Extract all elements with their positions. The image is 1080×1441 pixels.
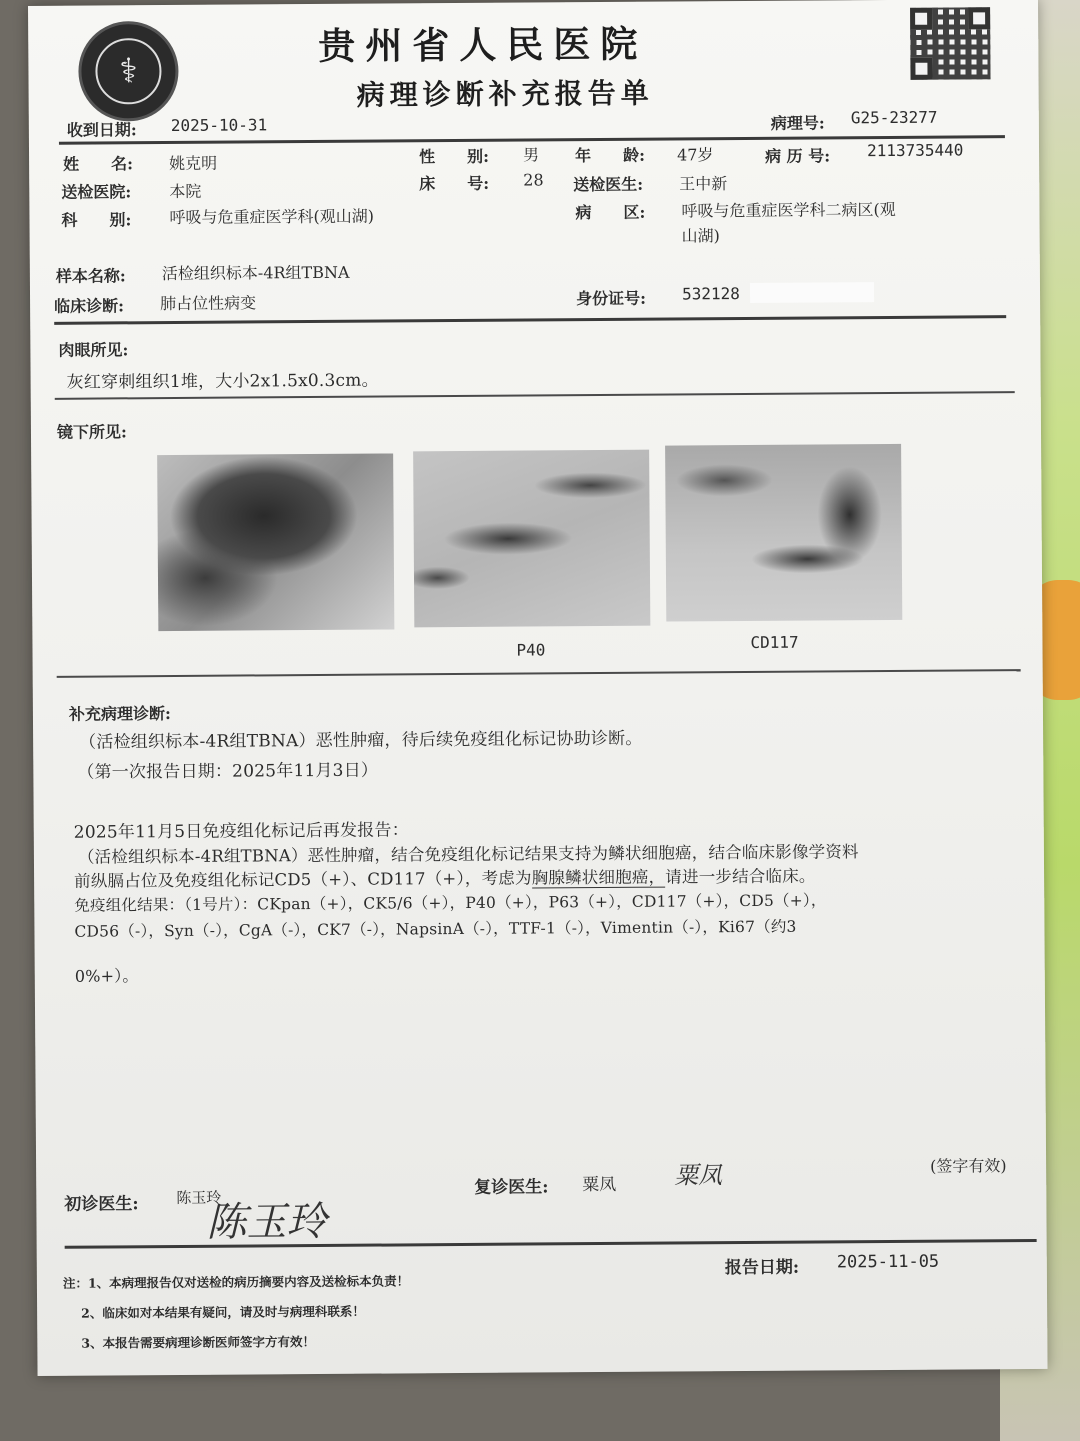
qr-code-icon [910,7,991,80]
review-doctor-signature: 粟凤 [674,1161,723,1190]
patient-name-label: 姓 名: [63,154,134,174]
gross-label: 肉眼所见: [58,340,129,360]
caption-p40: P40 [516,640,546,660]
micro-image-p40 [413,450,650,628]
id-redaction [750,282,874,303]
sex-label: 性 别: [418,146,490,167]
diagnosis-line-5c: 请进一步结合临床。 [665,866,816,887]
micro-image-he [157,453,394,631]
pathology-no: G25-23277 [850,107,938,128]
ihc-line-2: CD56（-），Syn（-），CgA（-），CK7（-），NapsinA（-），TTF-1（-），Vimentin（-），Ki67（约3 [74,917,797,941]
pathology-no-label: 病理号: [770,113,825,133]
first-doctor-label: 初诊医生: [64,1194,139,1215]
pathology-report-sheet [28,0,1048,1376]
received-date: 2025-10-31 [170,115,268,136]
hospital-emblem-icon: ⚕ [78,21,179,122]
footer-note-2: 2、临床如对本结果有疑问，请及时与病理科联系！ [81,1303,365,1321]
footer-note-1: 注：1、本病理报告仅对送检的病历摘要内容及送检标本负责！ [62,1273,410,1291]
clinical-diagnosis-label: 临床诊断: [54,296,125,316]
micro-image-cd117 [665,444,902,622]
ward-label: 病 区: [575,202,646,223]
divider [54,315,1006,324]
submitting-hospital: 本院 [169,181,202,202]
bed-label: 床 号: [419,173,490,194]
divider [57,669,1021,677]
received-date-label: 收到日期: [66,120,137,140]
report-title: 病理诊断补充报告单 [356,76,654,112]
clinical-diagnosis: 肺占位性病变 [160,293,257,314]
diagnosis-line-5 [74,863,816,892]
diagnosis-line-5a: 前纵膈占位及免疫组化标记CD5（+）、CD117（+），考虑为 [74,868,532,891]
sample-name: 活检组织标本-4R组TBNA [161,262,350,284]
signature-valid-note: (签字有效) [930,1156,1007,1176]
record-no-label: 病 历 号: [765,146,831,166]
ihc-line-1: 免疫组化结果：（1号片）：CKpan（+），CK5/6（+），P40（+），P63（+），CD117（+），CD5（+）， [74,891,827,915]
diagnosis-label: 补充病理诊断: [68,704,171,724]
gross-text: 灰红穿刺组织1堆，大小2x1.5x0.3cm。 [66,370,379,393]
diagnosis-line-3: 2025年11月5日免疫组化标记后再发报告： [73,820,409,843]
ward-line-2: 山湖) [681,226,720,246]
first-doctor-signature: 陈玉玲 [206,1198,327,1246]
age-label: 年 龄: [574,145,646,166]
hospital-name: 贵州省人民医院 [318,21,648,68]
submitting-hospital-label: 送检医院: [61,182,132,202]
report-date-label: 报告日期: [724,1257,800,1279]
micro-label: 镜下所见: [56,422,127,442]
patient-name: 姚克明 [169,153,218,174]
record-no: 2113735440 [866,140,964,161]
footer-note-3: 3、本报告需要病理诊断医师签字方有效！ [81,1334,316,1351]
diagnosis-line-1: （活检组织标本-4R组TBNA）恶性肿瘤，待后续免疫组化标记协助诊断。 [79,728,643,753]
divider [55,391,1015,399]
review-doctor-name: 粟凤 [582,1174,617,1196]
bed-value: 28 [523,170,544,190]
report-date: 2025-11-05 [836,1251,940,1273]
diagnosis-highlight: 胸腺鳞状细胞癌， [531,867,666,888]
sex-value: 男 [522,145,540,165]
age-value: 47岁 [676,145,714,165]
caption-cd117: CD117 [750,632,799,652]
diagnosis-line-4: （活检组织标本-4R组TBNA）恶性肿瘤，结合免疫组化标记结果支持为鳞状细胞癌，结合临床影像学资料 [77,842,859,867]
sample-name-label: 样本名称: [55,266,126,286]
diagnosis-line-2: （第一次报告日期：2025年11月3日） [77,760,379,783]
submitting-doctor-label: 送检医生: [573,174,644,195]
department: 呼吸与危重症医学科(观山湖) [169,206,375,228]
first-doctor-name: 陈玉玲 [176,1188,222,1207]
id-no: 532128 [681,284,740,304]
review-doctor-label: 复诊医生: [474,1177,549,1198]
submitting-doctor: 王中新 [679,174,728,194]
department-label: 科 别: [61,210,132,230]
id-no-label: 身份证号: [575,288,647,309]
ihc-line-3: 0%+）。 [74,966,139,986]
ward-line-1: 呼吸与危重症医学科二病区(观 [681,199,896,221]
